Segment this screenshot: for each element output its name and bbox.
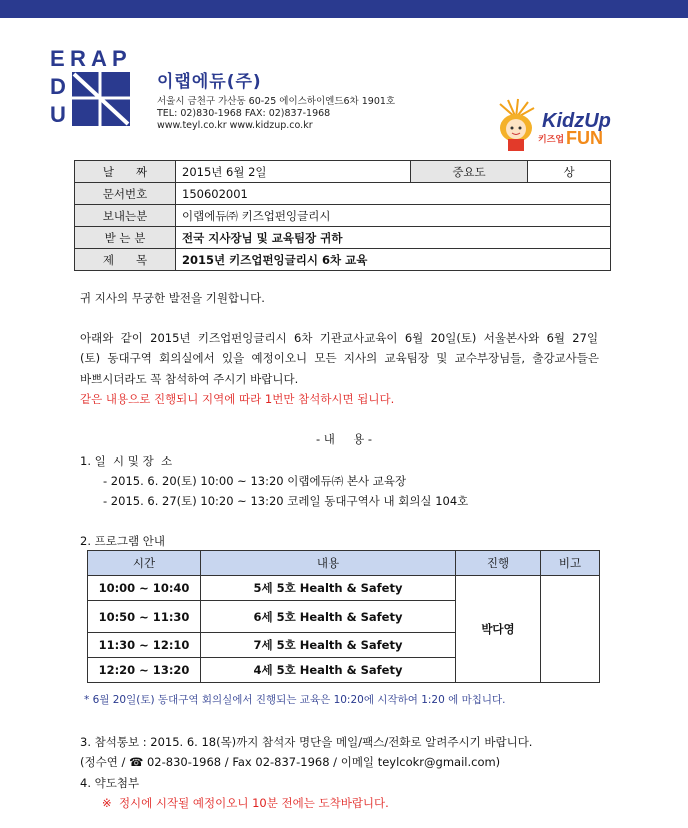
recipient-value: 전국 지사장님 및 교육팀장 귀하 (176, 227, 611, 249)
importance-label: 중요도 (411, 161, 528, 183)
logo-letter-d: D (50, 74, 66, 99)
logo-letter-a: A (91, 46, 107, 71)
meta-row-date (75, 161, 611, 183)
body-paragraph-line-3: 바쁘시더라도 꼭 참석하여 주시기 바랍니다. (80, 372, 299, 386)
date-value: 2015년 6월 2일 (176, 161, 411, 183)
program-header-row (88, 551, 600, 576)
company-address: 서울시 금천구 가산동 60-25 에이스하이엔드6차 1901호 (157, 96, 396, 107)
importance-value: 상 (528, 161, 611, 183)
header-time: 시간 (88, 551, 201, 576)
kidzup-fun-logo (486, 98, 621, 153)
remark-cell (541, 576, 600, 683)
company-websites: www.teyl.co.kr www.kidzup.co.kr (157, 120, 313, 131)
logo-letter-p: P (112, 46, 127, 71)
greeting-text: 귀 지사의 무궁한 발전을 기원합니다. (80, 291, 265, 305)
row-content: 4세 5호 Health & Safety (201, 658, 456, 683)
header-remark: 비고 (541, 551, 600, 576)
item-2-heading: 2. 프로그램 안내 (80, 534, 165, 548)
item-3-contact: (정수연 / ☎ 02-830-1968 / Fax 02-837-1968 / 이메일 teylcokr@gmail.com) (80, 755, 501, 769)
doc-no-label: 문서번호 (75, 183, 176, 205)
company-phone-fax: TEL: 02)830-1968 FAX: 02)837-1968 (157, 108, 331, 119)
kidzup-wordmark: KidzUp (542, 110, 611, 132)
kidzup-korean-mark: 키즈업 (538, 135, 565, 145)
program-footnote: * 6월 20일(토) 동대구역 회의실에서 진행되는 교육은 10:20에 시작하여 1:20 에 마칩니다. (84, 694, 506, 706)
row-content: 6세 5호 Health & Safety (201, 601, 456, 633)
program-table (87, 550, 600, 683)
logo-letter-e: E (50, 46, 65, 71)
body-paragraph-line-1: 아래와 같이 2015년 키즈업펀잉글리시 6차 기관교사교육이 6월 20일(토) 서울본사와 6월 27일 (80, 331, 599, 345)
presenter-cell: 박다영 (456, 576, 541, 683)
meta-row-subject (75, 249, 611, 271)
row-content: 5세 5호 Health & Safety (201, 576, 456, 601)
top-banner-bar (0, 0, 688, 18)
sender-label: 보내는분 (75, 205, 176, 227)
fun-wordmark: FUN (566, 128, 603, 148)
subject-label: 제 목 (75, 249, 176, 271)
row-time: 12:20 ~ 13:20 (88, 658, 201, 683)
meta-row-sender (75, 205, 611, 227)
row-time: 11:30 ~ 12:10 (88, 633, 201, 658)
header-content: 내용 (201, 551, 456, 576)
meta-row-recipient (75, 227, 611, 249)
header-presenter: 진행 (456, 551, 541, 576)
body-paragraph-line-2: (토) 동대구역 회의실에서 있을 예정이오니 모든 지사의 교육팀장 및 교수부장님들, 출강교사들은 (80, 351, 599, 365)
table-row (88, 576, 600, 601)
schedule-daegu: - 2015. 6. 27(토) 10:20 ~ 13:20 코레일 동대구역사 내 회의실 104호 (103, 494, 469, 508)
row-time: 10:50 ~ 11:30 (88, 601, 201, 633)
company-address-block (157, 96, 395, 132)
attendance-notice: 같은 내용으로 진행되니 지역에 따라 1번만 참석하시면 됩니다. (80, 392, 395, 406)
schedule-seoul: - 2015. 6. 20(토) 10:00 ~ 13:20 이랩에듀㈜ 본사 교육장 (103, 474, 407, 488)
item-1-heading: 1. 일 시 및 장 소 (80, 454, 173, 468)
erapdu-logo (50, 46, 132, 126)
logo-letter-r: R (70, 46, 86, 71)
company-name: 이랩에듀(주) (157, 72, 262, 92)
recipient-label: 받 는 분 (75, 227, 176, 249)
girl-mascot-icon (486, 98, 546, 153)
item-4-heading: 4. 약도첨부 (80, 776, 140, 790)
date-label: 날 짜 (75, 161, 176, 183)
row-content: 7세 5호 Health & Safety (201, 633, 456, 658)
section-title: - 내 용 - (315, 432, 373, 446)
row-time: 10:00 ~ 10:40 (88, 576, 201, 601)
logo-letter-u: U (50, 102, 66, 126)
arrival-notice: ※ 정시에 시작될 예정이오니 10분 전에는 도착바랍니다. (102, 796, 389, 810)
doc-no-value: 150602001 (176, 183, 611, 205)
sender-value: 이랩에듀㈜ 키즈업펀잉글리시 (176, 205, 611, 227)
item-3-rsvp: 3. 참석통보 : 2015. 6. 18(목)까지 참석자 명단을 메일/팩스/전화로 알려주시기 바랍니다. (80, 735, 533, 749)
document-meta-table (74, 160, 611, 271)
meta-row-doc-no (75, 183, 611, 205)
subject-value: 2015년 키즈업펀잉글리시 6차 교육 (176, 249, 611, 271)
